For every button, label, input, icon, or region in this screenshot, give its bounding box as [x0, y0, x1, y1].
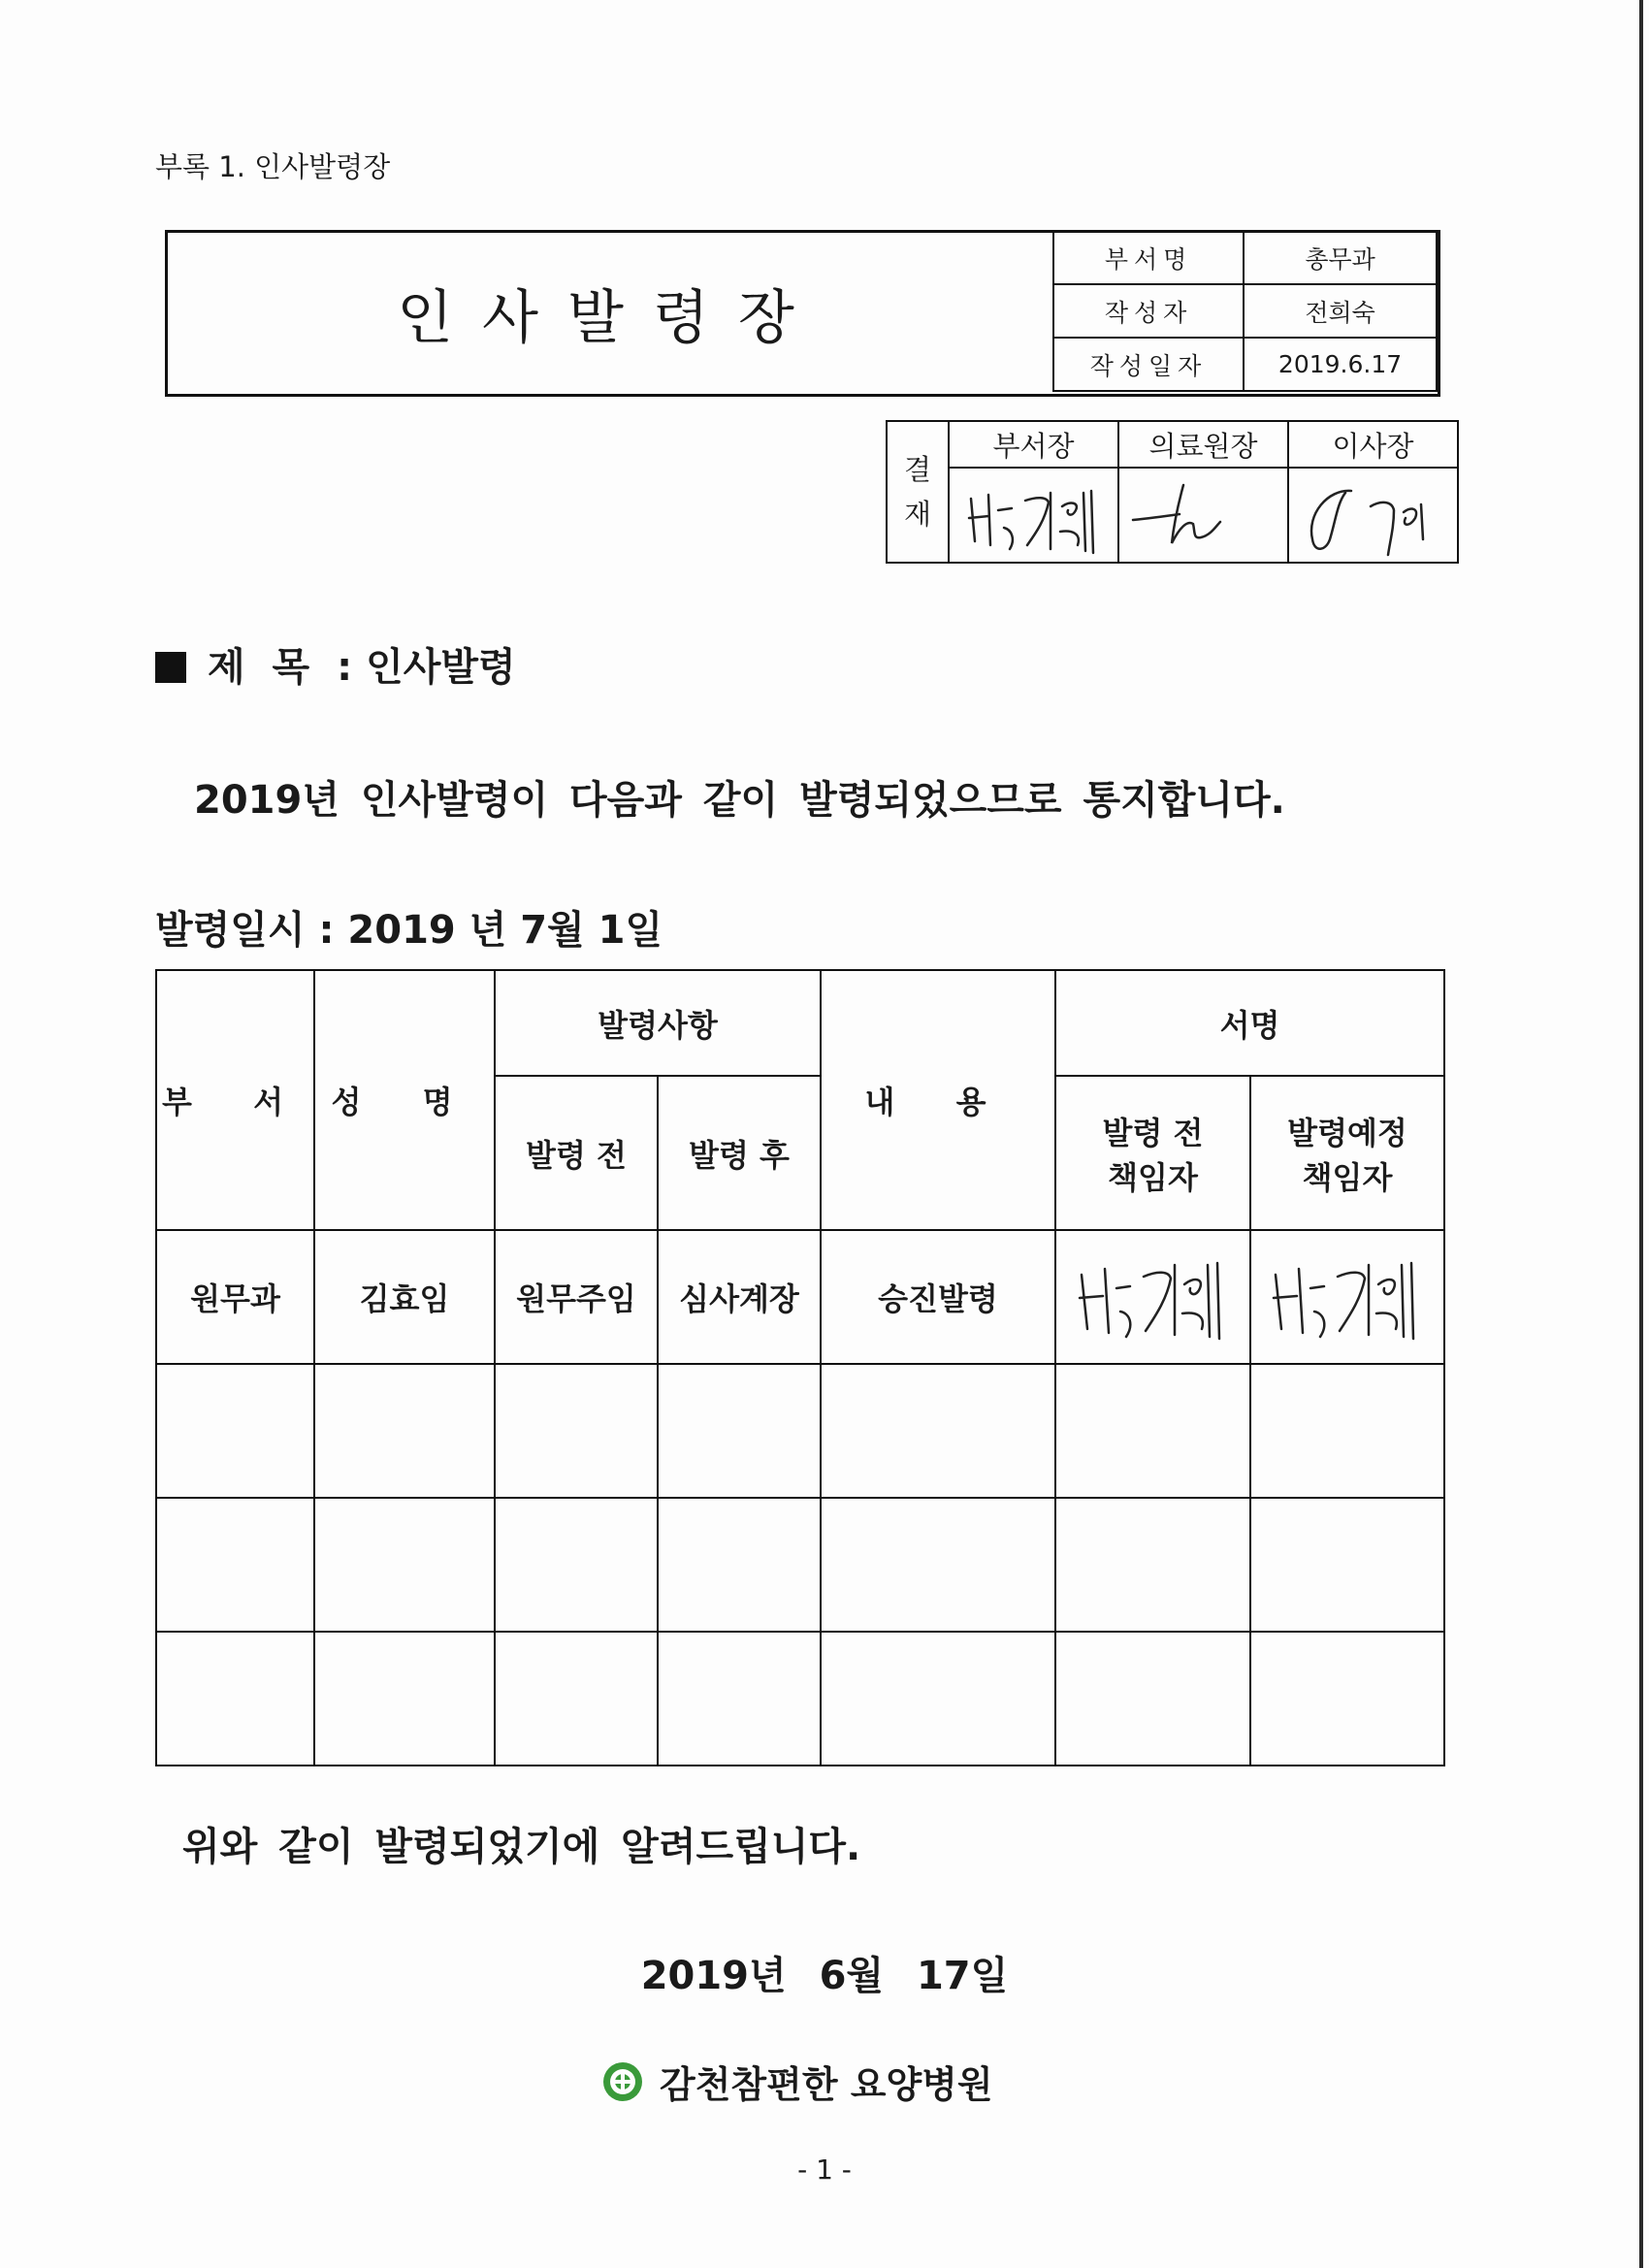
approval-signature	[1118, 468, 1288, 563]
meta-value: 전희숙	[1244, 284, 1437, 338]
subject-line: 제 목 : 인사발령	[155, 636, 516, 692]
title-box	[165, 230, 1440, 397]
table-row-empty	[156, 1498, 1444, 1632]
approval-role: 부서장	[949, 421, 1118, 468]
approval-signature	[949, 468, 1118, 563]
hospital-logo-icon	[601, 2060, 644, 2103]
appendix-label: 부록 1. 인사발령장	[155, 150, 391, 183]
form-title: 인사발령장	[397, 284, 824, 352]
header-appointment: 발령사항	[495, 970, 821, 1076]
meta-key: 부서명	[1053, 231, 1244, 284]
header-signature: 서명	[1055, 970, 1444, 1076]
meta-row	[1053, 231, 1437, 284]
appointment-table	[155, 969, 1445, 1766]
notice-text: 2019년 인사발령이 다음과 같이 발령되었으므로 통지합니다.	[194, 778, 1285, 823]
cell-after: 심사계장	[658, 1230, 821, 1364]
meta-row	[1053, 284, 1437, 338]
approval-role: 이사장	[1288, 421, 1458, 468]
header-content: 내 용	[821, 970, 1055, 1230]
scan-edge	[1639, 0, 1643, 2268]
handwritten-signature	[1123, 471, 1283, 559]
subject-value: 인사발령	[366, 645, 516, 690]
cell-sig-after	[1250, 1230, 1444, 1364]
page-number: - 1 -	[797, 2154, 852, 2186]
meta-row	[1053, 338, 1437, 391]
approval-signature	[1288, 468, 1458, 563]
meta-key: 작성자	[1053, 284, 1244, 338]
effective-date: 발령일시 : 2019 년 7월 1일	[155, 908, 663, 953]
handwritten-signature	[954, 471, 1114, 559]
document-date: 2019년 6월 17일	[640, 1954, 1009, 1998]
handwritten-signature	[1260, 1240, 1435, 1346]
handwritten-signature	[1293, 471, 1453, 559]
header-name: 성 명	[314, 970, 495, 1230]
header-dept: 부 서	[156, 970, 314, 1230]
header-sig-after: 발령예정 책임자	[1250, 1076, 1444, 1230]
cell-sig-before	[1055, 1230, 1250, 1364]
approval-role: 의료원장	[1118, 421, 1288, 468]
cell-before: 원무주임	[495, 1230, 658, 1364]
header-sig-before: 발령 전 책임자	[1055, 1076, 1250, 1230]
cell-content: 승진발령	[821, 1230, 1055, 1364]
meta-key: 작성일자	[1053, 338, 1244, 391]
header-after: 발령 후	[658, 1076, 821, 1230]
approval-box	[886, 420, 1459, 564]
meta-table	[1052, 230, 1438, 392]
closing-text: 위와 같이 발령되었기에 알려드립니다.	[182, 1825, 861, 1869]
subject-label: 제 목	[208, 645, 310, 690]
table-header-row	[156, 970, 1444, 1076]
meta-value: 2019.6.17	[1244, 338, 1437, 391]
organization-name: 감천참편한 요양병원	[660, 2063, 993, 2106]
cell-dept: 원무과	[156, 1230, 314, 1364]
meta-value: 총무과	[1244, 231, 1437, 284]
cell-name: 김효임	[314, 1230, 495, 1364]
table-row-empty	[156, 1364, 1444, 1498]
table-row-empty	[156, 1632, 1444, 1766]
handwritten-signature	[1066, 1240, 1241, 1346]
approval-label: 결 재	[887, 421, 949, 563]
organization	[601, 2055, 993, 2108]
table-row	[156, 1230, 1444, 1364]
square-bullet-icon	[155, 652, 186, 683]
header-before: 발령 전	[495, 1076, 658, 1230]
